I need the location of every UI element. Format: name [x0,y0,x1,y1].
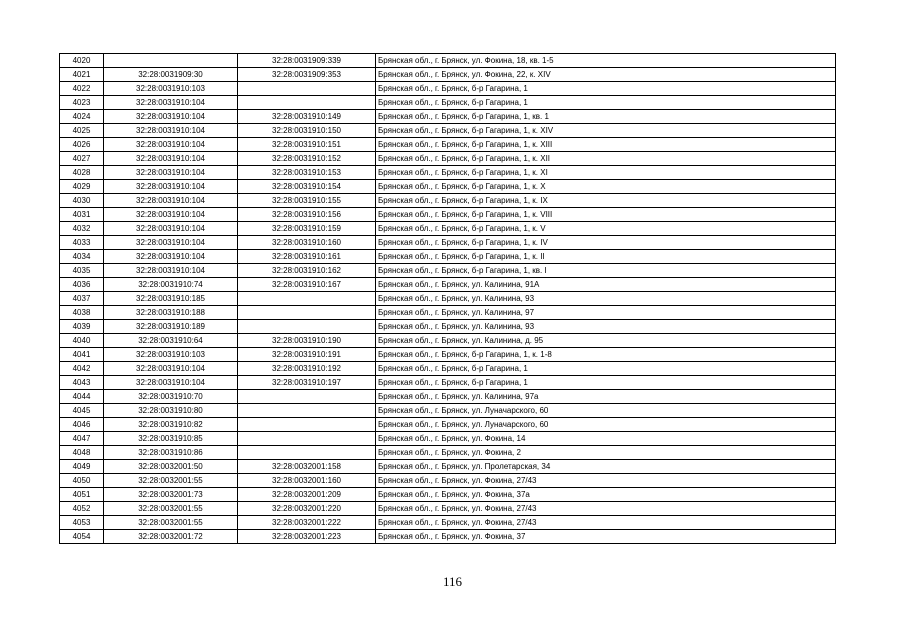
row-number-cell: 4044 [60,390,104,404]
row-number-cell: 4028 [60,166,104,180]
row-number-cell: 4034 [60,250,104,264]
cadastral-number-cell: 32:28:0031910:188 [104,306,238,320]
cadastral-number-cell: 32:28:0031910:80 [104,404,238,418]
table-row [60,376,836,390]
table-row [60,516,836,530]
object-cadastral-number-cell: 32:28:0032001:158 [238,460,376,474]
object-cadastral-number-cell: 32:28:0031910:152 [238,152,376,166]
address-cell: Брянская обл., г. Брянск, ул. Фокина, 37 [376,530,836,544]
cadastral-number-cell: 32:28:0031910:82 [104,418,238,432]
address-cell: Брянская обл., г. Брянск, б-р Гагарина, 1, к. IV [376,236,836,250]
table-row [60,418,836,432]
cadastral-number-cell: 32:28:0031910:104 [104,208,238,222]
row-number-cell: 4053 [60,516,104,530]
object-cadastral-number-cell: 32:28:0031910:150 [238,124,376,138]
table-row [60,152,836,166]
row-number-cell: 4026 [60,138,104,152]
cadastral-number-cell: 32:28:0032001:50 [104,460,238,474]
object-cadastral-number-cell [238,306,376,320]
table-row [60,432,836,446]
row-number-cell: 4047 [60,432,104,446]
object-cadastral-number-cell: 32:28:0032001:209 [238,488,376,502]
address-cell: Брянская обл., г. Брянск, ул. Калинина, 93 [376,320,836,334]
cadastral-number-cell: 32:28:0031910:104 [104,96,238,110]
cadastral-number-cell: 32:28:0031910:104 [104,194,238,208]
object-cadastral-number-cell [238,432,376,446]
cadastral-number-cell: 32:28:0031910:104 [104,264,238,278]
cadastral-number-cell: 32:28:0032001:55 [104,516,238,530]
row-number-cell: 4049 [60,460,104,474]
page-number: 116 [442,574,463,589]
object-cadastral-number-cell: 32:28:0032001:160 [238,474,376,488]
object-cadastral-number-cell: 32:28:0031910:197 [238,376,376,390]
row-number-cell: 4032 [60,222,104,236]
table-row [60,502,836,516]
address-cell: Брянская обл., г. Брянск, ул. Фокина, 37а [376,488,836,502]
object-cadastral-number-cell: 32:28:0032001:222 [238,516,376,530]
address-cell: Брянская обл., г. Брянск, б-р Гагарина, 1, к. XI [376,166,836,180]
cadastral-number-cell: 32:28:0031910:86 [104,446,238,460]
cadastral-number-cell [104,54,238,68]
row-number-cell: 4037 [60,292,104,306]
cadastral-number-cell: 32:28:0031910:104 [104,138,238,152]
cadastral-number-cell: 32:28:0032001:55 [104,502,238,516]
registry-table-body [60,54,836,544]
address-cell: Брянская обл., г. Брянск, б-р Гагарина, 1 [376,96,836,110]
row-number-cell: 4036 [60,278,104,292]
table-row [60,320,836,334]
table-row [60,110,836,124]
table-row [60,236,836,250]
object-cadastral-number-cell [238,320,376,334]
cadastral-number-cell: 32:28:0031910:104 [104,124,238,138]
object-cadastral-number-cell: 32:28:0031909:353 [238,68,376,82]
address-cell: Брянская обл., г. Брянск, б-р Гагарина, 1, к. XIV [376,124,836,138]
address-cell: Брянская обл., г. Брянск, б-р Гагарина, 1, к. II [376,250,836,264]
row-number-cell: 4030 [60,194,104,208]
row-number-cell: 4045 [60,404,104,418]
address-cell: Брянская обл., г. Брянск, ул. Фокина, 27/43 [376,474,836,488]
row-number-cell: 4050 [60,474,104,488]
row-number-cell: 4051 [60,488,104,502]
cadastral-number-cell: 32:28:0031910:64 [104,334,238,348]
object-cadastral-number-cell [238,96,376,110]
table-row [60,138,836,152]
address-cell: Брянская обл., г. Брянск, ул. Фокина, 22, к. XIV [376,68,836,82]
address-cell: Брянская обл., г. Брянск, ул. Пролетарская, 34 [376,460,836,474]
table-row [60,264,836,278]
table-row [60,306,836,320]
address-cell: Брянская обл., г. Брянск, ул. Калинина, 93 [376,292,836,306]
table-row [60,334,836,348]
table-row [60,82,836,96]
object-cadastral-number-cell: 32:28:0031910:192 [238,362,376,376]
address-cell: Брянская обл., г. Брянск, ул. Фокина, 18, кв. 1-5 [376,54,836,68]
object-cadastral-number-cell: 32:28:0031910:155 [238,194,376,208]
table-row [60,166,836,180]
row-number-cell: 4022 [60,82,104,96]
object-cadastral-number-cell [238,82,376,96]
object-cadastral-number-cell [238,418,376,432]
table-row [60,250,836,264]
cadastral-number-cell: 32:28:0031910:70 [104,390,238,404]
cadastral-number-cell: 32:28:0032001:72 [104,530,238,544]
table-row [60,96,836,110]
object-cadastral-number-cell: 32:28:0031910:160 [238,236,376,250]
row-number-cell: 4025 [60,124,104,138]
object-cadastral-number-cell: 32:28:0032001:223 [238,530,376,544]
row-number-cell: 4023 [60,96,104,110]
address-cell: Брянская обл., г. Брянск, ул. Калинина, 91А [376,278,836,292]
table-row [60,404,836,418]
cadastral-number-cell: 32:28:0032001:55 [104,474,238,488]
object-cadastral-number-cell: 32:28:0032001:220 [238,502,376,516]
row-number-cell: 4040 [60,334,104,348]
object-cadastral-number-cell: 32:28:0031910:159 [238,222,376,236]
cadastral-number-cell: 32:28:0032001:73 [104,488,238,502]
table-row [60,530,836,544]
cadastral-number-cell: 32:28:0031910:85 [104,432,238,446]
table-row [60,194,836,208]
address-cell: Брянская обл., г. Брянск, б-р Гагарина, 1, к. 1-8 [376,348,836,362]
table-row [60,488,836,502]
object-cadastral-number-cell: 32:28:0031910:190 [238,334,376,348]
row-number-cell: 4027 [60,152,104,166]
address-cell: Брянская обл., г. Брянск, б-р Гагарина, 1 [376,362,836,376]
row-number-cell: 4020 [60,54,104,68]
address-cell: Брянская обл., г. Брянск, ул. Фокина, 2 [376,446,836,460]
table-row [60,362,836,376]
row-number-cell: 4046 [60,418,104,432]
row-number-cell: 4041 [60,348,104,362]
object-cadastral-number-cell [238,404,376,418]
object-cadastral-number-cell: 32:28:0031910:191 [238,348,376,362]
cadastral-number-cell: 32:28:0031910:104 [104,250,238,264]
table-row [60,54,836,68]
row-number-cell: 4042 [60,362,104,376]
address-cell: Брянская обл., г. Брянск, ул. Фокина, 27/43 [376,516,836,530]
row-number-cell: 4054 [60,530,104,544]
address-cell: Брянская обл., г. Брянск, б-р Гагарина, 1, к. X [376,180,836,194]
object-cadastral-number-cell: 32:28:0031910:156 [238,208,376,222]
object-cadastral-number-cell: 32:28:0031910:161 [238,250,376,264]
cadastral-number-cell: 32:28:0031910:103 [104,348,238,362]
address-cell: Брянская обл., г. Брянск, ул. Фокина, 27/43 [376,502,836,516]
table-row [60,390,836,404]
registry-table [59,53,836,544]
cadastral-number-cell: 32:28:0031910:104 [104,376,238,390]
address-cell: Брянская обл., г. Брянск, б-р Гагарина, 1, к. IX [376,194,836,208]
cadastral-number-cell: 32:28:0031910:104 [104,222,238,236]
object-cadastral-number-cell: 32:28:0031910:162 [238,264,376,278]
address-cell: Брянская обл., г. Брянск, б-р Гагарина, 1, к. XII [376,152,836,166]
table-row [60,278,836,292]
cadastral-number-cell: 32:28:0031910:103 [104,82,238,96]
table-row [60,124,836,138]
cadastral-number-cell: 32:28:0031910:185 [104,292,238,306]
row-number-cell: 4021 [60,68,104,82]
row-number-cell: 4035 [60,264,104,278]
row-number-cell: 4033 [60,236,104,250]
table-row [60,474,836,488]
address-cell: Брянская обл., г. Брянск, б-р Гагарина, 1, к. XIII [376,138,836,152]
table-row [60,68,836,82]
cadastral-number-cell: 32:28:0031910:189 [104,320,238,334]
cadastral-number-cell: 32:28:0031910:104 [104,166,238,180]
address-cell: Брянская обл., г. Брянск, б-р Гагарина, 1 [376,376,836,390]
object-cadastral-number-cell: 32:28:0031910:149 [238,110,376,124]
row-number-cell: 4024 [60,110,104,124]
object-cadastral-number-cell: 32:28:0031909:339 [238,54,376,68]
object-cadastral-number-cell [238,292,376,306]
address-cell: Брянская обл., г. Брянск, ул. Луначарского, 60 [376,418,836,432]
object-cadastral-number-cell: 32:28:0031910:153 [238,166,376,180]
address-cell: Брянская обл., г. Брянск, ул. Калинина, 97а [376,390,836,404]
table-row [60,460,836,474]
address-cell: Брянская обл., г. Брянск, б-р Гагарина, 1, к. V [376,222,836,236]
cadastral-number-cell: 32:28:0031910:74 [104,278,238,292]
cadastral-number-cell: 32:28:0031910:104 [104,236,238,250]
object-cadastral-number-cell [238,446,376,460]
table-row [60,348,836,362]
table-row [60,222,836,236]
object-cadastral-number-cell: 32:28:0031910:154 [238,180,376,194]
cadastral-number-cell: 32:28:0031910:104 [104,180,238,194]
row-number-cell: 4038 [60,306,104,320]
address-cell: Брянская обл., г. Брянск, б-р Гагарина, 1, кв. I [376,264,836,278]
cadastral-number-cell: 32:28:0031910:104 [104,362,238,376]
cadastral-number-cell: 32:28:0031910:104 [104,110,238,124]
table-row [60,208,836,222]
object-cadastral-number-cell: 32:28:0031910:151 [238,138,376,152]
cadastral-number-cell: 32:28:0031910:104 [104,152,238,166]
row-number-cell: 4048 [60,446,104,460]
row-number-cell: 4039 [60,320,104,334]
row-number-cell: 4043 [60,376,104,390]
cadastral-number-cell: 32:28:0031909:30 [104,68,238,82]
object-cadastral-number-cell [238,390,376,404]
address-cell: Брянская обл., г. Брянск, б-р Гагарина, 1 [376,82,836,96]
table-row [60,292,836,306]
address-cell: Брянская обл., г. Брянск, б-р Гагарина, 1, к. VIII [376,208,836,222]
table-row [60,180,836,194]
table-row [60,446,836,460]
address-cell: Брянская обл., г. Брянск, ул. Фокина, 14 [376,432,836,446]
row-number-cell: 4029 [60,180,104,194]
address-cell: Брянская обл., г. Брянск, ул. Калинина, 97 [376,306,836,320]
row-number-cell: 4031 [60,208,104,222]
address-cell: Брянская обл., г. Брянск, б-р Гагарина, 1, кв. 1 [376,110,836,124]
address-cell: Брянская обл., г. Брянск, ул. Луначарского, 60 [376,404,836,418]
row-number-cell: 4052 [60,502,104,516]
object-cadastral-number-cell: 32:28:0031910:167 [238,278,376,292]
address-cell: Брянская обл., г. Брянск, ул. Калинина, д. 95 [376,334,836,348]
